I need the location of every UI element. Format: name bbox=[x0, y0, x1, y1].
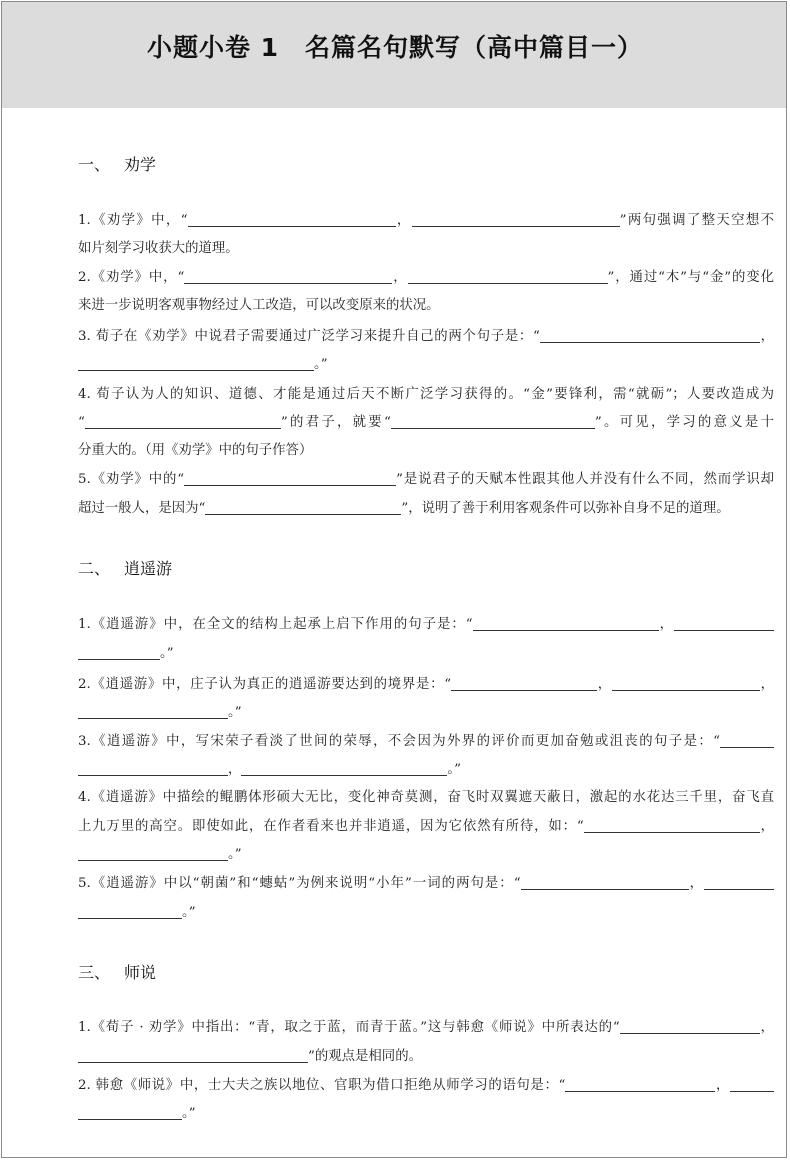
question-line bbox=[78, 322, 774, 352]
answer-blank[interactable] bbox=[412, 210, 620, 227]
question-text: ”，说明了善于利用客观条件可以弥补自身不足的道理。 bbox=[401, 501, 730, 516]
answer-blank[interactable] bbox=[620, 1017, 760, 1034]
question-line bbox=[78, 840, 774, 870]
answer-blank[interactable] bbox=[584, 816, 760, 833]
question-text: 3.《逍遥游》中，写宋荣子看淡了世间的荣辱，不会因为外界的评价而更加奋勉或沮丧的句子是：“ bbox=[78, 734, 720, 749]
question-text: ， bbox=[395, 213, 412, 228]
question-text: ， bbox=[392, 270, 408, 285]
question-text: 如片刻学习收获大的道理。 bbox=[78, 241, 239, 256]
question-text: ， bbox=[597, 677, 612, 692]
question-text: 来进一步说明客观事物经过人工改造，可以改变原来的状况。 bbox=[78, 298, 440, 313]
question-text: 4.《逍遥游》中描绘的鲲鹏体形硕大无比，变化神奇莫测，奋飞时双翼遮天蔽日，激起的水花达三千里，奋飞直 bbox=[78, 790, 774, 805]
question-line bbox=[78, 898, 774, 928]
question-line bbox=[78, 350, 774, 380]
question-line bbox=[78, 610, 774, 640]
question-line bbox=[78, 812, 774, 842]
question-line bbox=[78, 408, 774, 438]
question-text: ， bbox=[715, 1078, 730, 1093]
question-text: 1.《劝学》中，“ bbox=[78, 213, 188, 228]
question-text: 。” bbox=[182, 1106, 196, 1121]
question-text: ， bbox=[759, 329, 774, 344]
question-text: ”，通过“木”与“金”的变化 bbox=[607, 270, 774, 285]
answer-blank[interactable] bbox=[451, 674, 597, 691]
answer-blank[interactable] bbox=[704, 873, 774, 890]
question-text: ”两句强调了整天空想不 bbox=[619, 213, 774, 228]
question-text: ， bbox=[658, 617, 675, 632]
answer-blank[interactable] bbox=[78, 702, 228, 719]
section-title-shishuo bbox=[78, 960, 156, 983]
answer-blank[interactable] bbox=[78, 759, 228, 776]
answer-blank[interactable] bbox=[85, 412, 281, 429]
answer-blank[interactable] bbox=[78, 1103, 182, 1120]
question-line bbox=[78, 1013, 774, 1043]
question-text: 。” bbox=[160, 646, 174, 661]
answer-blank[interactable] bbox=[730, 1075, 774, 1092]
question-line bbox=[78, 639, 774, 669]
question-text: 。” bbox=[447, 762, 461, 777]
question-line bbox=[78, 727, 774, 757]
question-text: 上九万里的高空。即使如此，在作者看来也并非逍遥，因为它依然有所待，如：“ bbox=[78, 819, 584, 834]
question-text: ， bbox=[688, 876, 704, 891]
question-text: 5.《劝学》中的“ bbox=[78, 472, 185, 487]
question-text: 2.《劝学》中，“ bbox=[78, 270, 185, 285]
question-text: 1.《逍遥游》中，在全文的结构上起承上启下作用的句子是：“ bbox=[78, 617, 473, 632]
question-text: 1.《荀子 · 劝学》中指出：“青，取之于蓝，而青于蓝。”这与韩愈《师说》中所表达的“ bbox=[78, 1020, 620, 1035]
question-text: 。” bbox=[228, 847, 242, 862]
section-title-xiaoyaoyou bbox=[78, 556, 172, 579]
answer-blank[interactable] bbox=[391, 412, 595, 429]
question-line bbox=[78, 291, 774, 321]
question-text: 。” bbox=[314, 357, 328, 372]
answer-blank[interactable] bbox=[78, 902, 182, 919]
question-line bbox=[78, 465, 774, 495]
question-text: 超过一般人，是因为“ bbox=[78, 501, 206, 516]
section-name: 逍遥游 bbox=[124, 559, 173, 578]
section-name: 劝学 bbox=[124, 155, 157, 174]
question-line bbox=[78, 1071, 774, 1101]
question-text: ， bbox=[759, 677, 774, 692]
question-line bbox=[78, 380, 774, 410]
answer-blank[interactable] bbox=[540, 326, 760, 343]
answer-blank[interactable] bbox=[473, 614, 659, 631]
question-text: “ bbox=[78, 415, 85, 430]
question-line bbox=[78, 1042, 774, 1072]
question-text: 2.《逍遥游》中，庄子认为真正的逍遥游要达到的境界是：“ bbox=[78, 677, 452, 692]
question-line bbox=[78, 1099, 774, 1129]
answer-blank[interactable] bbox=[188, 210, 396, 227]
answer-blank[interactable] bbox=[521, 873, 689, 890]
question-text: 4. 荀子认为人的知识、道德、才能是通过后天不断广泛学习获得的。“金”要锋利，需“就砺”；人要改造成为 bbox=[78, 387, 774, 402]
answer-blank[interactable] bbox=[205, 498, 401, 515]
section-title-quanxue bbox=[78, 152, 156, 175]
question-text: 。” bbox=[228, 705, 242, 720]
question-line bbox=[78, 698, 774, 728]
question-text: ”的观点是相同的。 bbox=[308, 1049, 422, 1064]
question-line bbox=[78, 436, 774, 466]
question-text: ， bbox=[228, 762, 242, 777]
section-number: 一、 bbox=[78, 155, 111, 174]
question-line bbox=[78, 670, 774, 700]
answer-blank[interactable] bbox=[612, 674, 760, 691]
answer-blank[interactable] bbox=[720, 731, 774, 748]
question-line bbox=[78, 755, 774, 785]
section-number: 三、 bbox=[78, 963, 111, 982]
question-text: ， bbox=[759, 1020, 774, 1035]
question-text: ”。可见，学习的意义是十 bbox=[594, 415, 774, 430]
question-text: ， bbox=[759, 819, 774, 834]
section-number: 二、 bbox=[78, 559, 111, 578]
question-line bbox=[78, 494, 774, 524]
answer-blank[interactable] bbox=[78, 354, 314, 371]
question-text: ”的君子，就要“ bbox=[280, 415, 391, 430]
answer-blank[interactable] bbox=[565, 1075, 715, 1092]
answer-blank[interactable] bbox=[78, 1046, 308, 1063]
question-text: 分重大的。（用《劝学》中的句子作答） bbox=[78, 443, 313, 458]
answer-blank[interactable] bbox=[241, 759, 447, 776]
answer-blank[interactable] bbox=[78, 844, 228, 861]
answer-blank[interactable] bbox=[408, 267, 608, 284]
answer-blank[interactable] bbox=[674, 614, 774, 631]
question-line bbox=[78, 206, 774, 236]
question-text: 2. 韩愈《师说》中，士大夫之族以地位、官职为借口拒绝从师学习的语句是：“ bbox=[78, 1078, 566, 1093]
section-name: 师说 bbox=[124, 963, 157, 982]
question-text: 3. 荀子在《劝学》中说君子需要通过广泛学习来提升自己的两个句子是：“ bbox=[78, 329, 540, 344]
question-text: 。” bbox=[182, 905, 196, 920]
question-line bbox=[78, 263, 774, 293]
answer-blank[interactable] bbox=[184, 469, 396, 486]
question-text: ”是说君子的天赋本性跟其他人并没有什么不同，然而学识却 bbox=[396, 472, 774, 487]
answer-blank[interactable] bbox=[78, 643, 160, 660]
answer-blank[interactable] bbox=[184, 267, 392, 284]
question-text: 5.《逍遥游》中以“朝菌”和“蟪蛄”为例来说明“小年”一词的两句是：“ bbox=[78, 876, 521, 891]
question-line bbox=[78, 234, 774, 264]
page-title: 小题小卷 1 名篇名句默写（高中篇目一） bbox=[146, 33, 644, 62]
question-line bbox=[78, 783, 774, 813]
question-line bbox=[78, 869, 774, 899]
